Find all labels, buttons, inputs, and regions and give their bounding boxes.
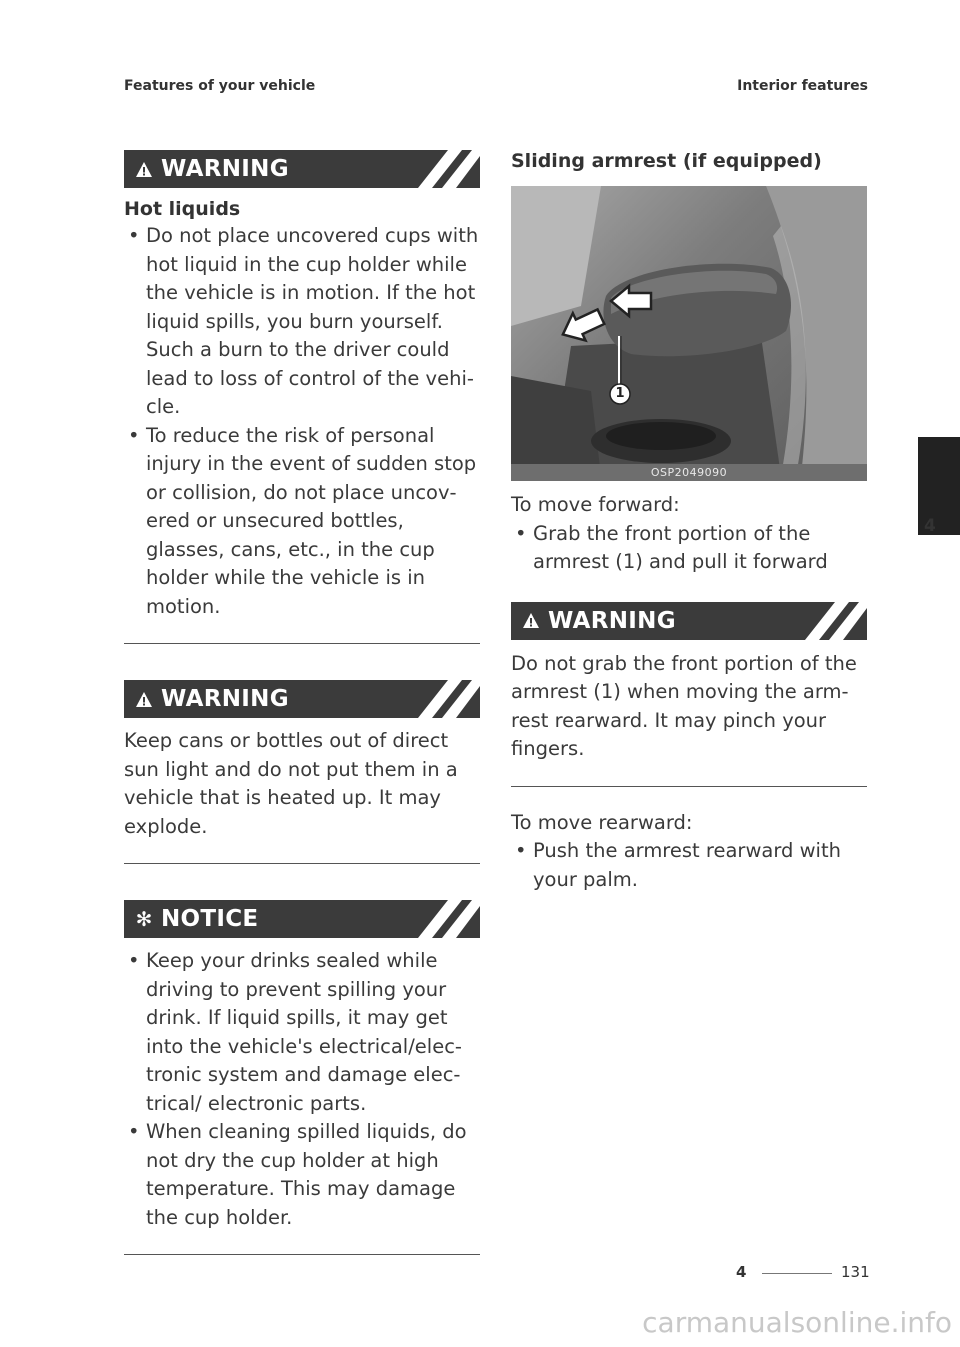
right-column [511, 150, 867, 894]
list-item: • Grab the front portion of the armrest (1) and pull it forward [515, 521, 828, 573]
warning-label: WARNING [548, 607, 676, 634]
section-divider [124, 1254, 480, 1255]
running-header-right: Interior features [737, 78, 868, 94]
armrest-illustration [511, 186, 867, 481]
footer-rule [762, 1273, 832, 1274]
forward-intro: To move forward: [511, 493, 680, 516]
stripes-decoration [418, 150, 480, 188]
armrest-figure [511, 186, 867, 481]
warning-triangle-icon [133, 161, 155, 178]
section-divider [511, 786, 867, 787]
list-item: • When cleaning spilled liquids, do not dry the cup holder at high temperature. This may damage the cup holder. [128, 1120, 467, 1229]
section-divider [124, 863, 480, 864]
list-item: • Push the armrest rearward with your palm. [515, 839, 841, 891]
list-item: • Do not place uncovered cups with hot liquid in the cup holder while the vehicle is in motion. If the hot liquid spills, you burn yourself. Such a burn to the driver could lead to loss of control of the vehi‐ cle. [128, 224, 479, 418]
page-number: 131 [841, 1263, 870, 1281]
list-item: • Keep your drinks sealed while driving to prevent spilling your drink. If liquid spills, it may get into the vehicle's electrical/elec‐ tronic system and damage elec‐ trical/ electronic parts. [128, 949, 462, 1115]
rearward-bullet-list [511, 837, 867, 894]
section-title: Sliding armrest (if equipped) [511, 150, 822, 172]
warning-banner [124, 150, 480, 188]
stripes-decoration [418, 680, 480, 718]
notice-label: NOTICE [161, 906, 259, 932]
warning-triangle-icon [520, 612, 542, 629]
warning-label: WARNING [161, 156, 289, 182]
warning-text: Keep cans or bottles out of direct sun light and do not put them in a vehicle that is heated up. It may explode. [124, 729, 458, 838]
chapter-tab-number: 4 [924, 516, 936, 536]
left-column [124, 150, 480, 1255]
stripes-decoration [805, 602, 867, 640]
warning-banner [124, 680, 480, 718]
section-divider [124, 643, 480, 644]
figure-code: OSP2049090 [511, 464, 867, 481]
warning-bullet-list [124, 222, 480, 621]
forward-bullet-list [511, 520, 867, 577]
stripes-decoration [418, 900, 480, 938]
warning-triangle-icon [133, 691, 155, 708]
watermark-text: carmanualsonline.info [642, 1306, 952, 1339]
notice-banner [124, 900, 480, 938]
footer-chapter: 4 [736, 1263, 747, 1281]
rearward-intro: To move rearward: [511, 810, 693, 834]
running-header-left: Features of your vehicle [124, 78, 316, 94]
warning-label: WARNING [161, 686, 289, 712]
figure-callout-number: 1 [615, 386, 625, 401]
warning-text: Do not grab the front portion of the armrest (1) when moving the arm‐ rest rearward. It may pinch your fingers. [511, 651, 857, 760]
notice-bullet-list [124, 947, 480, 1232]
warning-banner [511, 602, 867, 640]
asterisk-icon: ✻ [135, 907, 153, 931]
warning-subheading: Hot liquids [124, 198, 241, 220]
list-item: • To reduce the risk of personal injury in the event of sudden stop or collision, do not place uncov‐ ered or unsecured bottles, glasses, cans, etc., in the cup holder while the vehicle is in motion. [128, 423, 477, 618]
